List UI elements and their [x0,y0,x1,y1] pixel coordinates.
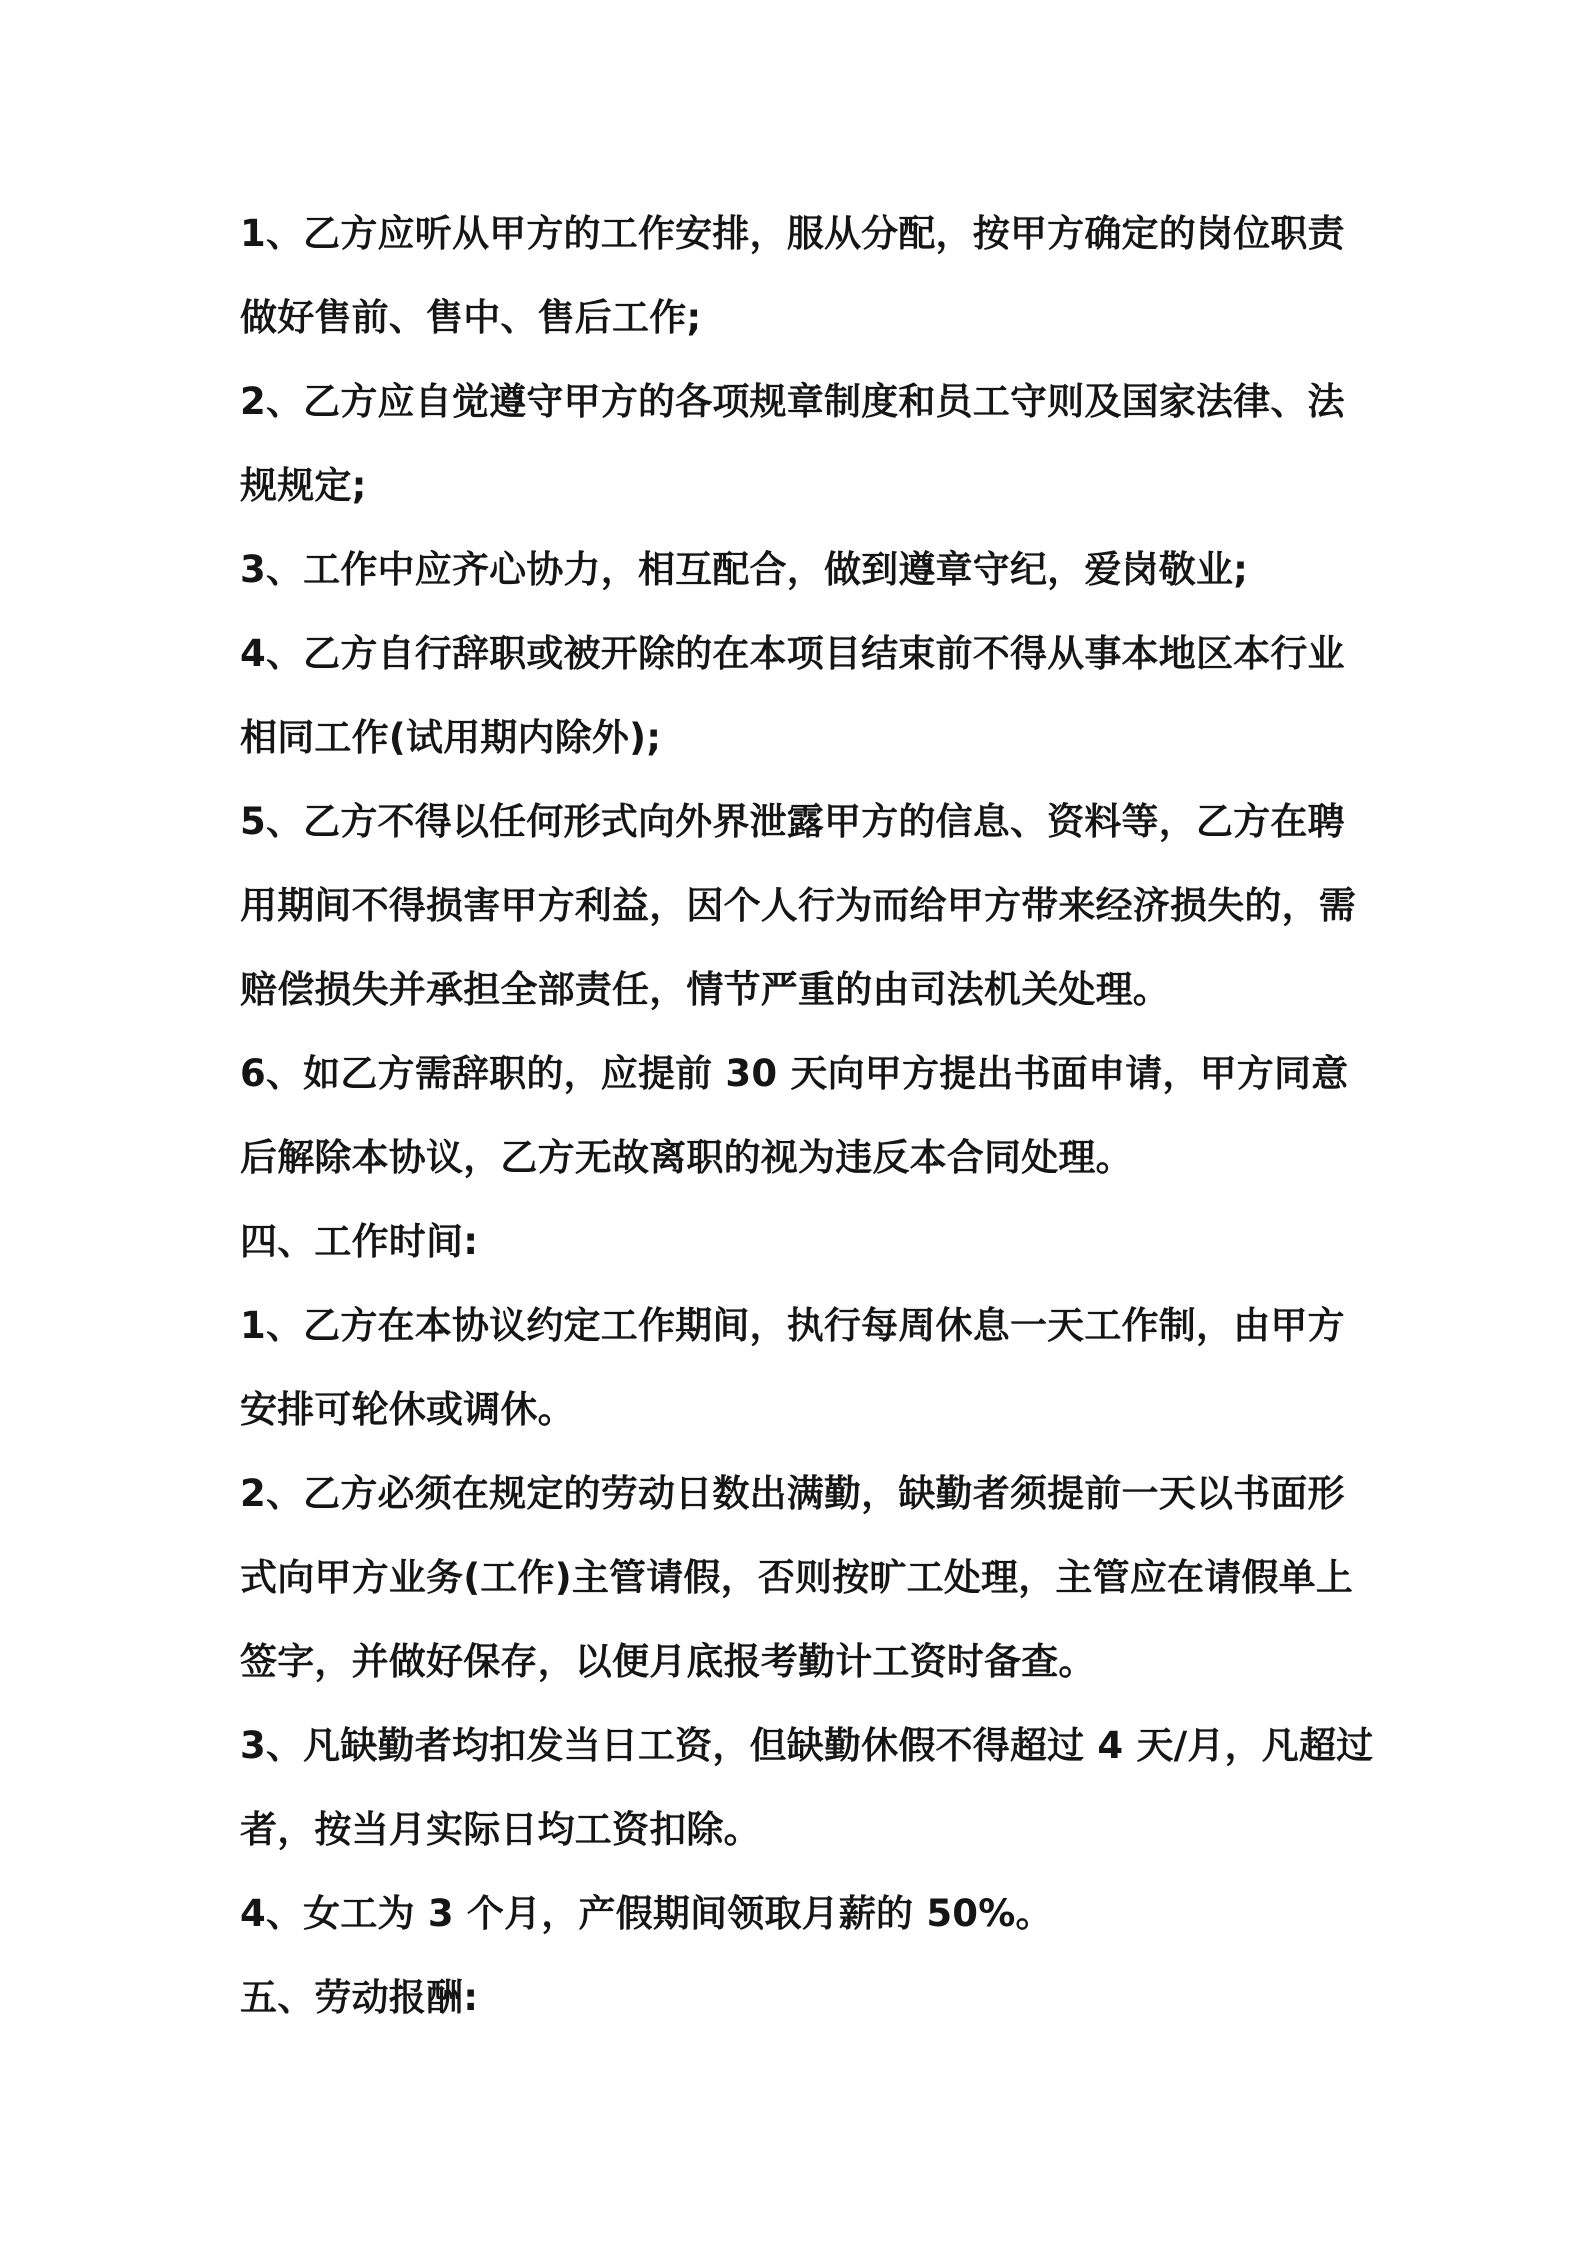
text-line: 3、工作中应齐心协力，相互配合，做到遵章守纪，爱岗敬业; [240,548,1249,591]
section-heading-remuneration [240,1956,1360,2040]
text-line: 者，按当月实际日均工资扣除。 [240,1808,761,1851]
clause-4 [240,612,1360,780]
text-line: 式向甲方业务(工作)主管请假，否则按旷工处理，主管应在请假单上 [240,1556,1354,1599]
text-line: 1、乙方应听从甲方的工作安排，服从分配，按甲方确定的岗位职责 [240,212,1345,255]
clause-6 [240,1032,1360,1200]
text-line: 3、凡缺勤者均扣发当日工资，但缺勤休假不得超过 4 天/月，凡超过 [240,1724,1374,1767]
work-hours-clause-1 [240,1284,1360,1452]
text-line: 赔偿损失并承担全部责任，情节严重的由司法机关处理。 [240,968,1170,1011]
text-line: 4、乙方自行辞职或被开除的在本项目结束前不得从事本地区本行业 [240,632,1345,675]
work-hours-clause-3 [240,1704,1374,1872]
work-hours-clause-4 [240,1872,1360,1956]
text-line: 做好售前、售中、售后工作; [240,296,702,339]
text-line: 4、女工为 3 个月，产假期间领取月薪的 50%。 [240,1892,1053,1935]
clause-3 [240,528,1360,612]
text-line: 2、乙方必须在规定的劳动日数出满勤，缺勤者须提前一天以书面形 [240,1472,1345,1515]
clause-5 [240,780,1360,1032]
text-line: 5、乙方不得以任何形式向外界泄露甲方的信息、资料等，乙方在聘 [240,800,1345,843]
section-heading: 四、工作时间: [240,1220,479,1263]
text-line: 后解除本协议，乙方无故离职的视为违反本合同处理。 [240,1136,1133,1179]
text-line: 6、如乙方需辞职的，应提前 30 天向甲方提出书面申请，甲方同意 [240,1052,1349,1095]
text-line: 规规定; [240,464,367,507]
clause-1 [240,192,1360,360]
text-line: 安排可轮休或调休。 [240,1388,575,1431]
document-body [240,192,1374,2040]
text-line: 相同工作(试用期内除外); [240,716,662,759]
text-line: 用期间不得损害甲方利益，因个人行为而给甲方带来经济损失的，需 [240,884,1356,927]
text-line: 1、乙方在本协议约定工作期间，执行每周休息一天工作制，由甲方 [240,1304,1345,1347]
work-hours-clause-2 [240,1452,1360,1704]
text-line: 2、乙方应自觉遵守甲方的各项规章制度和员工守则及国家法律、法 [240,380,1345,423]
text-line: 签字，并做好保存，以便月底报考勤计工资时备查。 [240,1640,1096,1683]
clause-2 [240,360,1360,528]
section-heading-work-hours [240,1200,1360,1284]
section-heading: 五、劳动报酬: [240,1976,479,2019]
